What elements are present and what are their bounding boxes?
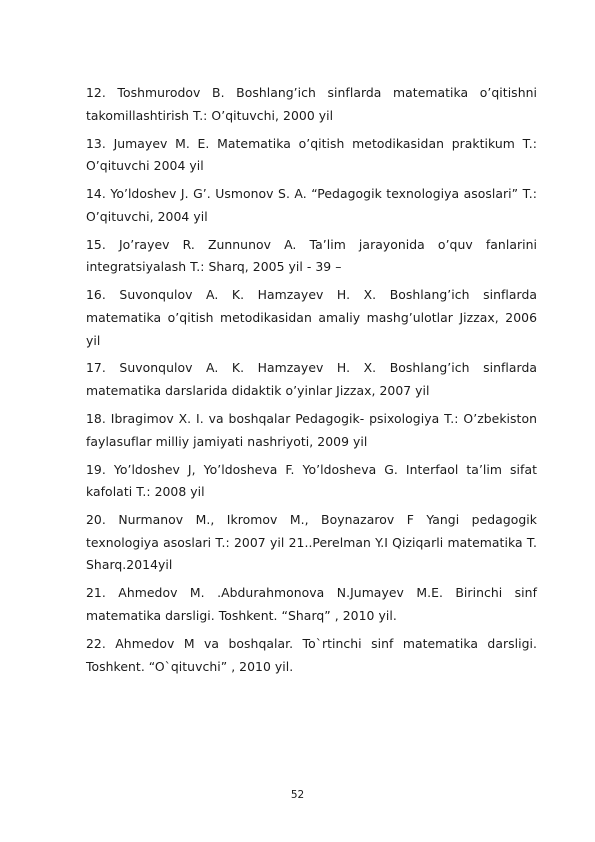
reference-item-16: 16. Suvonqulov A. K. Hamzayev H. X. Boshlang’ich sinflarda matematika o’qitish metodikasidan amaliy mashg’ulotlar Jizzax, 2006 yil [86,287,537,348]
reference-item-22: 22. Ahmedov M va boshqalar. To`rtinchi sinf matematika darsligi. Toshkent. “O`qituvchi” , 2010 yil. [86,635,537,674]
reference-item-18: 18. Ibragimov X. I. va boshqalar Pedagogik- psixologiya T.: O’zbekiston faylasuflar milliy jamiyati nashriyoti, 2009 yil [86,411,537,449]
page-number: 52 [290,789,305,801]
reference-list [86,82,537,684]
reference-item-13: 13. Jumayev M. E. Matematika o’qitish metodikasidan praktikum T.: O’qituvchi 2004 yil [86,135,537,174]
reference-item-14: 14. Yo’ldoshev J. G’. Usmonov S. A. “Pedagogik texnologiya asoslari” T.: O’qituvchi, 2004 yil [86,186,537,224]
reference-item-19: 19. Yo’ldoshev J, Yo’ldosheva F. Yo’ldosheva G. Interfaol ta’lim sifat kafolati T.: 2008 yil [86,461,537,500]
reference-item-17: 17. Suvonqulov A. K. Hamzayev H. X. Boshlang’ich sinflarda matematika darslarida didaktik o’yinlar Jizzax, 2007 yil [86,360,537,399]
reference-item-15: 15. Jo’rayev R. Zunnunov A. Ta’lim jarayonida o’quv fanlarini integratsiyalash T.: Sharq, 2005 yil - 39 – [86,236,537,275]
reference-item-12: 12. Toshmurodov B. Boshlang’ich sinflarda matematika o’qitishni takomillashtirish T.: O’qituvchi, 2000 yil [86,85,537,123]
reference-item-21: 21. Ahmedov M. .Abdurahmonova N.Jumayev M.E. Birinchi sinf matematika darsligi. Toshkent. “Sharq” , 2010 yil. [86,585,537,623]
reference-item-20: 20. Nurmanov M., Ikromov M., Boynazarov F Yangi pedagogik texnologiya asoslari T.: 2007 yil 21..Perelman Y.I Qiziqarli matematika T. Sharq.2014yil [86,512,537,573]
